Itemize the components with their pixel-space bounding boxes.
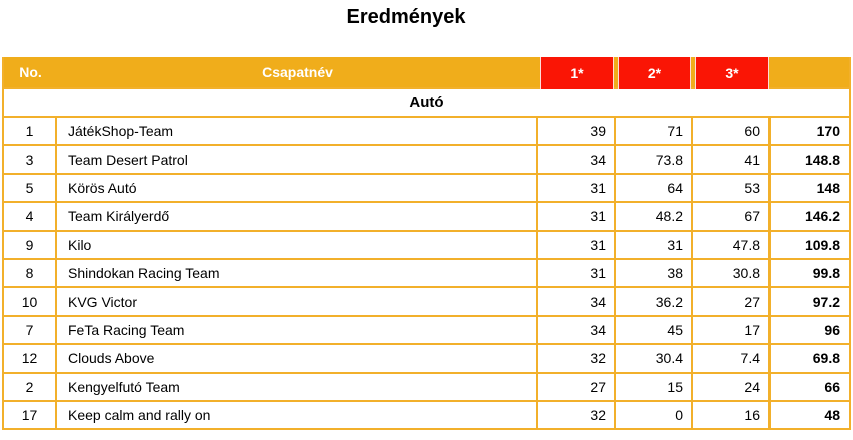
table-body: [4, 118, 849, 430]
row-team-name: Team Desert Patrol: [57, 146, 538, 172]
row-round2: 0: [616, 402, 693, 428]
row-team-name: Shindokan Racing Team: [57, 260, 538, 286]
row-team-name: Clouds Above: [57, 345, 538, 371]
table-header-row: [4, 57, 849, 89]
table-row: [4, 288, 849, 316]
row-team-name: Kilo: [57, 232, 538, 258]
row-total: 148.8: [804, 151, 840, 168]
table-row: [4, 345, 849, 373]
row-total: 96: [824, 321, 840, 338]
row-round1: 31: [538, 260, 616, 286]
section-label: Autó: [409, 94, 444, 111]
row-team-name: Kengyelfutó Team: [57, 374, 538, 400]
row-team-name: Keep calm and rally on: [57, 402, 538, 428]
header-no: No.: [19, 64, 42, 80]
header-round2-label: 2*: [618, 57, 691, 89]
table-row: [4, 203, 849, 231]
row-total: 109.8: [804, 236, 840, 253]
row-round2: 64: [616, 175, 693, 201]
row-round1: 27: [538, 374, 616, 400]
header-total: [771, 57, 849, 87]
table-row: [4, 175, 849, 203]
row-total: 48: [824, 407, 840, 424]
table-row: [4, 402, 849, 430]
row-round3: 30.8: [693, 260, 771, 286]
row-round1: 32: [538, 402, 616, 428]
row-no: 17: [4, 402, 57, 428]
row-team-name: KVG Victor: [57, 288, 538, 314]
row-round1: 34: [538, 317, 616, 343]
row-total: 146.2: [804, 208, 840, 225]
row-no: 9: [4, 232, 57, 258]
row-round3: 16: [693, 402, 771, 428]
row-round2: 31: [616, 232, 693, 258]
row-team-name: Körös Autó: [57, 175, 538, 201]
header-round2-cell: [616, 57, 693, 87]
table-row: [4, 317, 849, 345]
row-round1: 31: [538, 232, 616, 258]
row-round3: 24: [693, 374, 771, 400]
row-round3: 7.4: [693, 345, 771, 371]
row-team-name: JátékShop-Team: [57, 118, 538, 144]
header-round3-label: 3*: [695, 57, 769, 89]
row-no: 2: [4, 374, 57, 400]
row-no: 12: [4, 345, 57, 371]
row-team-name: Team Királyerdő: [57, 203, 538, 229]
row-round3: 47.8: [693, 232, 771, 258]
row-no: 1: [4, 118, 57, 144]
row-round3: 27: [693, 288, 771, 314]
row-total: 69.8: [812, 350, 840, 367]
row-round2: 73.8: [616, 146, 693, 172]
row-round2: 38: [616, 260, 693, 286]
row-round2: 48.2: [616, 203, 693, 229]
row-team-name: FeTa Racing Team: [57, 317, 538, 343]
row-round1: 34: [538, 146, 616, 172]
row-round2: 30.4: [616, 345, 693, 371]
row-round3: 53: [693, 175, 771, 201]
row-total: 99.8: [812, 265, 840, 282]
row-round1: 31: [538, 203, 616, 229]
table-row: [4, 232, 849, 260]
row-round1: 34: [538, 288, 616, 314]
row-round3: 41: [693, 146, 771, 172]
row-no: 8: [4, 260, 57, 286]
row-total: 148: [816, 179, 840, 196]
table-row: [4, 374, 849, 402]
page-title: Eredmények: [346, 6, 466, 28]
row-round1: 31: [538, 175, 616, 201]
table-row: [4, 146, 849, 174]
header-csapatnev: Csapatnév: [262, 64, 333, 80]
row-no: 5: [4, 175, 57, 201]
row-total: 97.2: [812, 293, 840, 310]
row-round2: 71: [616, 118, 693, 144]
row-no: 3: [4, 146, 57, 172]
header-round1-label: 1*: [540, 57, 614, 89]
row-round3: 60: [693, 118, 771, 144]
table-row: [4, 118, 849, 146]
results-table: [2, 57, 851, 430]
header-round3-cell: [693, 57, 771, 87]
row-round2: 45: [616, 317, 693, 343]
row-round1: 32: [538, 345, 616, 371]
row-total: 170: [816, 123, 840, 140]
header-round1-cell: [538, 57, 616, 87]
row-no: 10: [4, 288, 57, 314]
row-no: 7: [4, 317, 57, 343]
table-row: [4, 260, 849, 288]
row-round2: 36.2: [616, 288, 693, 314]
row-round1: 39: [538, 118, 616, 144]
row-round2: 15: [616, 374, 693, 400]
row-round3: 67: [693, 203, 771, 229]
section-row-auto: [4, 89, 849, 118]
row-round3: 17: [693, 317, 771, 343]
row-total: 66: [824, 378, 840, 395]
row-no: 4: [4, 203, 57, 229]
